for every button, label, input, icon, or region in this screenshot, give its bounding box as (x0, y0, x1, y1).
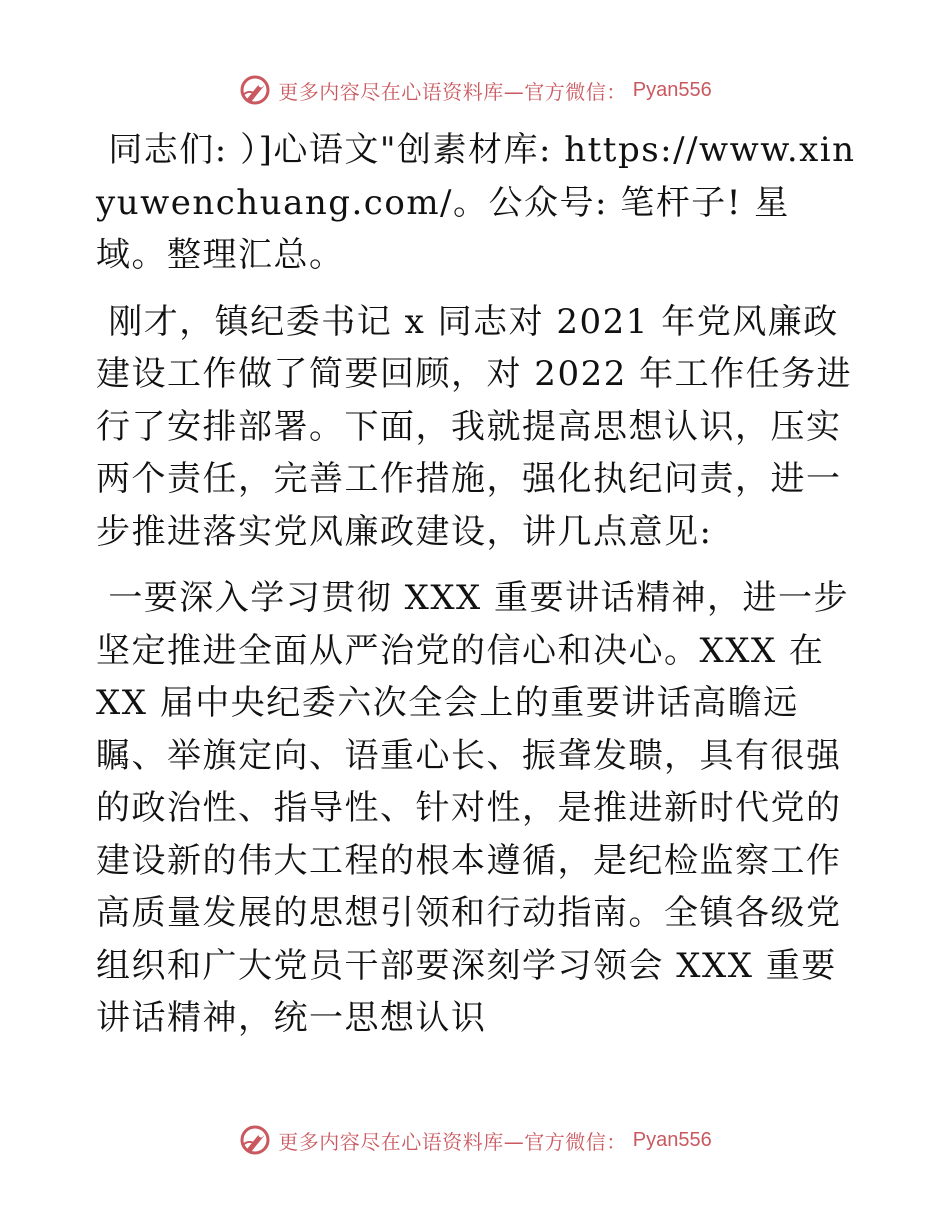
footer-watermark (0, 1120, 950, 1160)
paragraph-1: 同志们: ）]心语文"创素材库: https://www.xinyuwenchuang.com/。公众号: 笔杆子! 星域。整理汇总。 (96, 130, 856, 275)
pen-nib-circle-icon (238, 73, 272, 107)
document-body (96, 124, 856, 1059)
watermark-text: 更多内容尽在心语资料库—官方微信： (278, 1129, 627, 1154)
watermark-text: 更多内容尽在心语资料库—官方微信： (278, 79, 627, 104)
watermark-wechat-id: Pyan556 (632, 78, 712, 101)
paragraph-3: 一要深入学习贯彻 XXX 重要讲话精神，进一步坚定推进全面从严治党的信心和决心。XXX 在 XX 届中央纪委六次全会上的重要讲话高瞻远瞩、举旗定向、语重心长、振聋发聩，具有很强的政治性、指导性、针对性，是推进新时代党的建设新的伟大工程的根本遵循，是纪检监察工作高质量发展的思想引领和行动指南。全镇各级党组织和广大党员干部要深刻学习领会 XXX 重要讲话精神，统一思想认识 (96, 578, 850, 1038)
header-watermark (0, 70, 950, 110)
paragraph-2: 刚才，镇纪委书记 x 同志对 2021 年党风廉政建设工作做了简要回顾，对 2022 年工作任务进行了安排部署。下面，我就提高思想认识，压实两个责任，完善工作措施，强化执纪问责，进一步推进落实党风廉政建设，讲几点意见: (96, 301, 853, 552)
watermark-wechat-id: Pyan556 (632, 1128, 712, 1151)
pen-nib-circle-icon (238, 1123, 272, 1157)
